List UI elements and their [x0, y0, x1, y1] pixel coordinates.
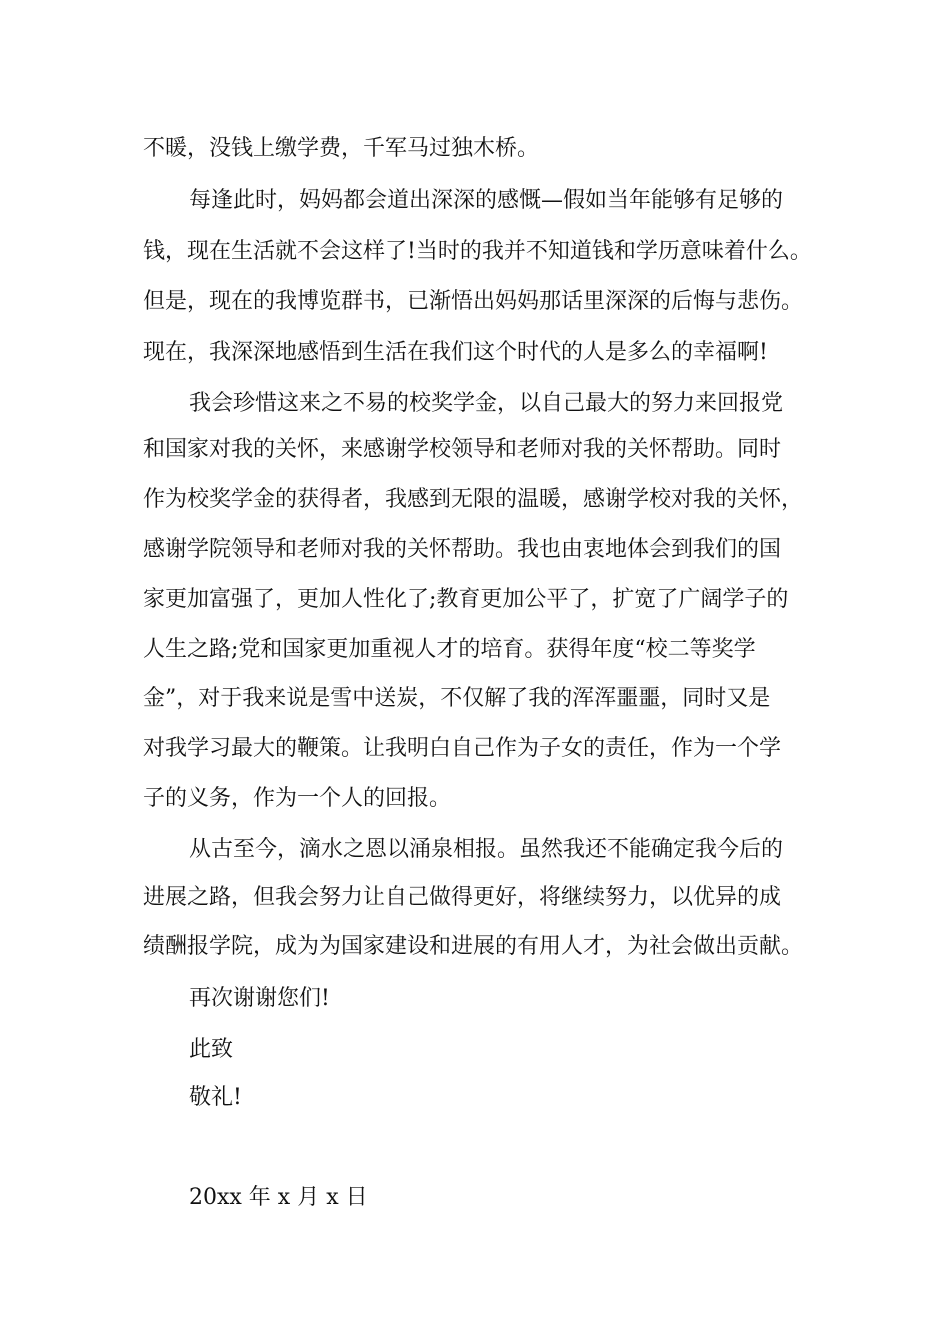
text-line: 绩酬报学院，成为为国家建设和进展的有用人才，为社会做出贡献。 — [143, 934, 804, 959]
text-line: 子的义务，作为一个人的回报。 — [143, 786, 452, 811]
text-line: 人生之路;党和国家更加重视人才的培育。获得年度“校二等奖学 — [143, 637, 756, 662]
text-line: 进展之路，但我会努力让自己做得更好，将继续努力，以优异的成 — [143, 885, 782, 910]
text-line: 和国家对我的关怀，来感谢学校领导和老师对我的关怀帮助。同时 — [143, 437, 782, 462]
text-line: 家更加富强了，更加人性化了;教育更加公平了，扩宽了广阔学子的 — [143, 587, 789, 612]
text-line: 但是，现在的我博览群书，已渐悟出妈妈那话里深深的后悔与悲伤。 — [143, 289, 804, 314]
text-line: 金”，对于我来说是雪中送炭，不仅解了我的浑浑噩噩，同时又是 — [143, 686, 771, 711]
text-line: 作为校奖学金的获得者，我感到无限的温暖，感谢学校对我的关怀， — [143, 487, 804, 512]
paragraph-start-line: 从古至今，滴水之恩以涌泉相报。虽然我还不能确定我今后的 — [189, 837, 784, 862]
date-line: 20xx 年 x 月 x 日 — [189, 1185, 368, 1210]
closing-regards: 敬礼! — [189, 1085, 242, 1110]
paragraph-start-line: 我会珍惜这来之不易的校奖学金，以自己最大的努力来回报党 — [189, 391, 784, 416]
closing-thanks: 再次谢谢您们! — [189, 986, 330, 1011]
text-line: 感谢学院领导和老师对我的关怀帮助。我也由衷地体会到我们的国 — [143, 537, 782, 562]
text-line: 不暖，没钱上缴学费，千军马过独木桥。 — [143, 136, 540, 161]
text-line: 对我学习最大的鞭策。让我明白自己作为子女的责任，作为一个学 — [143, 736, 782, 761]
closing-salutation: 此致 — [189, 1037, 234, 1062]
text-line: 现在，我深深地感悟到生活在我们这个时代的人是多么的幸福啊! — [143, 340, 768, 365]
paragraph-start-line: 每逢此时，妈妈都会道出深深的感慨—假如当年能够有足够的 — [189, 188, 784, 213]
text-line: 钱，现在生活就不会这样了!当时的我并不知道钱和学历意味着什么。 — [143, 239, 812, 264]
